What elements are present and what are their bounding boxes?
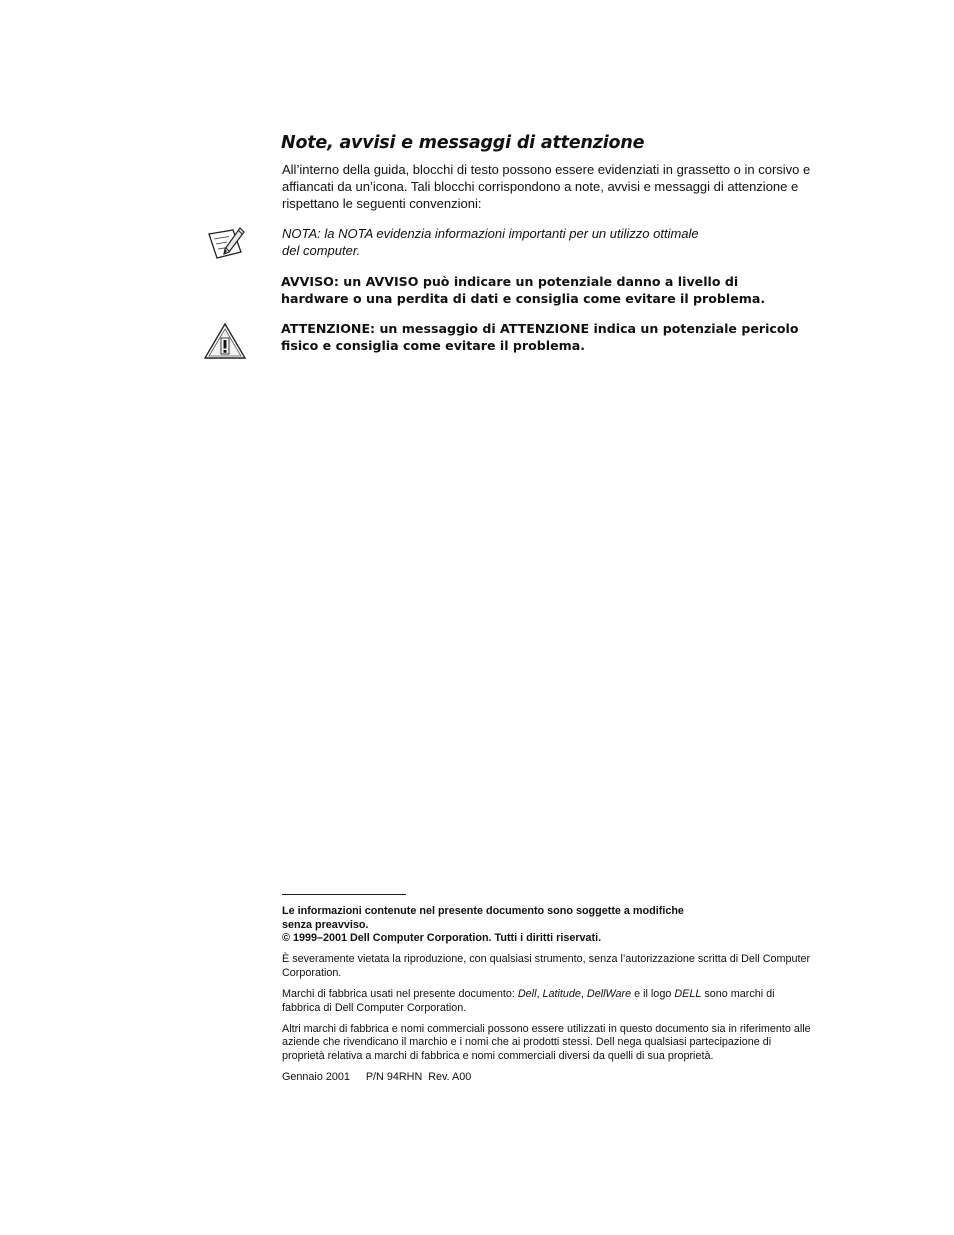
trademarks-prefix: Marchi di fabbrica usati nel presente documento: xyxy=(282,987,518,1000)
trademark-sep-1: , xyxy=(536,987,543,1000)
trademark-latitude: Latitude xyxy=(542,987,581,1000)
intro-paragraph: All’interno della guida, blocchi di testo possono essere evidenziati in grassetto o in corsivo e affiancati da un’icona. Tali blocchi corrispondono a note, avvisi e messaggi di attenzione e rispettano le seguenti convenzioni: xyxy=(282,162,811,211)
footer-trademarks xyxy=(282,988,812,1015)
caution-line-1: ATTENZIONE: un messaggio di ATTENZIONE indica un potenziale pericolo xyxy=(281,321,799,336)
footer-part-number: P/N 94RHN xyxy=(365,1071,423,1084)
caution-text xyxy=(281,320,821,354)
notice-text xyxy=(281,273,821,307)
footer-info xyxy=(282,905,812,946)
footer-date: Gennaio 2001 xyxy=(282,1071,350,1084)
section-heading: Note, avvisi e messaggi di attenzione xyxy=(281,133,645,153)
footer-info-line-2: senza preavviso. xyxy=(282,918,369,931)
footer-part-info xyxy=(282,1071,812,1085)
note-pencil-icon xyxy=(207,226,245,262)
caution-line-2: fisico e consiglia come evitare il problema. xyxy=(281,338,586,353)
footer-block xyxy=(282,905,812,1085)
footer-other-marks: Altri marchi di fabbrica e nomi commerciali possono essere utilizzati in questo documento sia in riferimento alle aziende che rivendicano il marchio e i nomi che ai prodotti stessi. Dell nega qualsiasi partecipazione di proprietà relativa a marchi di fabbrica e nomi commerciali diversi da quelli di sua proprietà. xyxy=(282,1022,811,1062)
trademark-mid: e il logo xyxy=(631,987,675,1000)
caution-triangle-icon xyxy=(203,322,247,360)
footer-copyright: © 1999–2001 Dell Computer Corporation. Tutti i diritti riservati. xyxy=(282,932,602,945)
trademark-dell: Dell xyxy=(517,987,537,1000)
footer-revision: Rev. A00 xyxy=(428,1071,472,1084)
footer-info-line-1: Le informazioni contenute nel presente documento sono soggette a modifiche xyxy=(282,905,684,917)
notice-line-1: AVVISO: un AVVISO può indicare un potenziale danno a livello di xyxy=(281,274,739,289)
footer-reproduction: È severamente vietata la riproduzione, con qualsiasi strumento, senza l’autorizzazione scritta di Dell Computer Corporation. xyxy=(282,953,811,979)
note-line-1: NOTA: la NOTA evidenzia informazioni importanti per un utilizzo ottimale xyxy=(282,226,699,241)
trademark-dellware: DellWare xyxy=(586,987,632,1000)
notice-line-2: hardware o una perdita di dati e consiglia come evitare il problema. xyxy=(281,291,766,306)
note-text xyxy=(282,225,802,259)
trademarks-suffix: sono marchi di fabbrica di Dell Computer Corporation. xyxy=(282,987,775,1014)
trademark-sep-2: , xyxy=(580,987,587,1000)
trademark-logo: DELL xyxy=(674,987,702,1000)
note-line-2: del computer. xyxy=(282,243,361,258)
footnote-divider xyxy=(282,894,406,895)
